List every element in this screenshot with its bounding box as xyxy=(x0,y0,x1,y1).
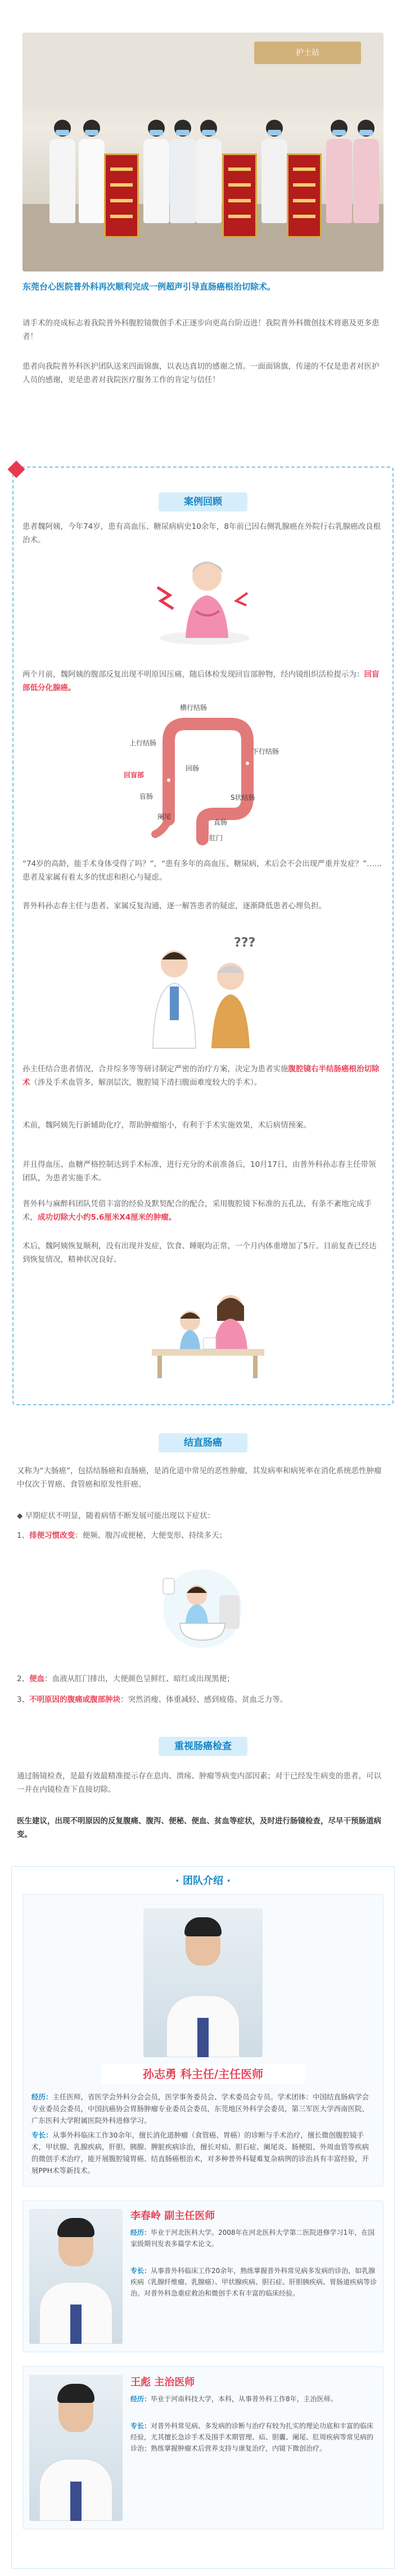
symptom-1-title: 排便习惯改变 xyxy=(29,1531,75,1540)
doctor-3-spec-label: 专长： xyxy=(130,2422,151,2430)
symptom-3-desc: ：突然消瘦、体重减轻、感到疲倦、贫血乏力等。 xyxy=(120,1695,288,1704)
doctor-3-specialty xyxy=(130,2420,378,2454)
doctor-1-bio-text: 主任医师，省医学会外科分会会员，医学事务委员会、学术委员会专员。学术团体：中国结直肠病学会专业委员会委员，中国抗癌协会胃肠肿瘤专业委员会委员，东莞地区外科学会委员，第三军医大学西南医院、广东医科大学附属医院外科进修学习。 xyxy=(31,2093,369,2125)
team-photo xyxy=(22,33,384,271)
toilet-illustration xyxy=(141,1556,264,1657)
symptom-1-num: 1、 xyxy=(17,1531,30,1540)
surgery-highlight: 腹腔镜右半结肠癌根治切除术 xyxy=(22,1065,380,1087)
photo-person xyxy=(170,120,196,249)
anatomy-label: 肛门 xyxy=(209,834,223,842)
silk-banner xyxy=(222,153,257,238)
symptom-2 xyxy=(17,1672,388,1686)
abdominal-pain-illustration xyxy=(141,554,269,649)
screening-title: 重视肠癌检查 xyxy=(159,1737,247,1756)
question-marks: ??? xyxy=(234,936,256,950)
doctor-1-name: 孙志勇 科主任/主任医师 xyxy=(101,2064,305,2084)
nurse-station-sign: 护士站 xyxy=(254,42,361,64)
photo-person xyxy=(143,120,169,249)
recovery-illustration xyxy=(141,1282,276,1383)
doctor-3-bio-label: 经历： xyxy=(130,2395,151,2403)
case-paragraph-1: 患者魏阿姨，今年74岁，患有高血压、糖尿病病史10余年，8年前已因右侧乳腺癌在外院行右乳腺癌改良根治术。 xyxy=(22,522,381,545)
doctor-photo-2 xyxy=(29,2209,123,2344)
about-paragraph-2: ◆ 早期症状不明显，随着病情不断发展可能出现以下症状： xyxy=(17,1511,215,1520)
photo-person xyxy=(353,120,379,249)
doctor-3-name: 王彪 主治医师 xyxy=(130,2376,195,2388)
doctor-1-spec-text: 从事外科临床工作30余年，擅长消化道肿瘤（食管癌、胃癌）的诊断与手术治疗，擅长微创腹腔镜手术，甲状腺、乳腺疾病，肝胆、胰腺、脾脏疾病诊治，擅长对疝、胆石症、阑尾炎、肠梗阻、外周血管等疾病的微创手术治疗，能开展腹腔镜胃癌、结直肠癌根治术，对多种普外科疑难复杂病例的诊治具有丰富经验，开展PPH术等新技术。 xyxy=(31,2131,369,2175)
symptom-1 xyxy=(17,1529,388,1542)
doctor-2-name: 李春岭 副主任医师 xyxy=(130,2210,215,2222)
symptom-3-num: 3、 xyxy=(17,1695,30,1704)
doctor-2-bio-label: 经历： xyxy=(130,2229,151,2237)
symptom-2-num: 2、 xyxy=(17,1674,30,1683)
anatomy-label: 上行结肠 xyxy=(129,739,157,747)
doctor-1-bio xyxy=(31,2091,375,2126)
doctor-1-bio-label: 经历： xyxy=(31,2093,53,2101)
doctor-2-spec-text: 从事普外科临床工作20余年，熟练掌握普外科常见病多发病的诊治，如乳腺疾病（乳腺纤维瘤、乳腺癌）、甲状腺疾病、胆石症、肝胆胰疾病、胃肠道疾病等诊治。对普外科急重症救治和微创手术有丰富的临床经验。 xyxy=(130,2267,377,2297)
photo-person xyxy=(79,120,105,249)
case-paragraph-6: 术前，魏阿姨先行新辅助化疗，帮助肿瘤缩小，有利于手术实施效果，术后病情预案。 xyxy=(22,1121,311,1130)
case-paragraph-5 xyxy=(22,1062,382,1089)
doctor-2-specialty xyxy=(130,2265,378,2299)
anatomy-label: 阑尾 xyxy=(157,813,172,821)
case-paragraph-9: 术后，魏阿姨恢复顺利，没有出现并发症，饮食、睡眠均正常，一个月内体重增加了5斤。目前复查已经达到恢复情况，精神状况良好。 xyxy=(22,1242,377,1264)
case-paragraph-4: 普外科孙志春主任与患者、家属反复沟通，逐一解答患者的疑虑，逐渐降低患者心理负担。 xyxy=(22,902,326,911)
tumor-size-highlight: 成功切除大小约5.6厘米X4厘米的肿瘤。 xyxy=(38,1213,177,1222)
doctor-1-specialty xyxy=(31,2129,375,2176)
doctor-2-bio xyxy=(130,2227,378,2249)
screening-paragraph-2: 医生建议，出现不明原因的反复腹痛、腹泻、便秘、便血、贫血等症状，及时进行肠镜检查，尽早干预肠道病变。 xyxy=(17,1817,381,1839)
symptom-3 xyxy=(17,1693,388,1706)
doctor-consultation-illustration xyxy=(135,936,270,1054)
photo-caption: 东莞台心医院普外科再次顺利完成一例超声引导直肠癌根治切除术。 xyxy=(22,282,276,292)
symptom-1-desc: ：便频、腹泻或便秘，大便变形、持续多天； xyxy=(75,1531,227,1540)
case-paragraph-2-text: 两个月前，魏阿姨的腹部反复出现不明原因压痛，随后体检发现回盲部肿物，经内镜组织活检提示为： xyxy=(22,670,364,679)
symptom-2-desc: ：血液从肛门排出，大便颜色呈鲜红、暗红或出现黑便； xyxy=(44,1674,234,1683)
intro-paragraph-2: 患者向我院普外科医护团队送来四面锦旗，以表达真切的感谢之情。一面面锦旗，传递的不仅是患者对医护人员的感谢，更是患者对我院医疗服务工作的肯定与信任！ xyxy=(22,362,380,384)
case-paragraph-3: “74岁的高龄，能手术身体受得了吗？”，“患有多年的高血压、糖尿病，术后会不会出现严重并发症？”……患者及家属有着太多的忧虑和担心与疑虑。 xyxy=(22,859,382,882)
about-paragraph-1: 又称为“大肠癌”，包括结肠癌和直肠癌，是消化道中常见的恶性肿瘤，其发病率和病死率在消化系统恶性肿瘤中仅次于胃癌、食管癌和原发性肝癌。 xyxy=(17,1466,382,1489)
doctor-2-bio-text: 毕业于河北医科大学。2008年在河北医科大学第二医院进修学习1年，在国家级期刊发表多篇学术论文。 xyxy=(130,2229,375,2248)
case-paragraph-5-tail: （涉及手术血管多，解剖层次，腹腔镜下清扫腹面难度较大的手术）。 xyxy=(30,1078,262,1087)
case-paragraph-2 xyxy=(22,668,382,695)
case-paragraph-8 xyxy=(22,1197,382,1224)
anatomy-label: 横行结肠 xyxy=(180,704,207,712)
team-title: · 团队介绍 · xyxy=(175,1875,231,1887)
doctor-3-bio-text: 毕业于河南科技大学，本科，从事普外科工作8年，主治医师。 xyxy=(151,2395,337,2403)
anatomy-label: 盲肠 xyxy=(139,793,154,800)
anatomy-label-highlight: 回盲部 xyxy=(124,771,145,779)
anatomy-label: S状结肠 xyxy=(231,794,255,802)
anatomy-label: 直肠 xyxy=(214,818,228,826)
doctor-3-bio xyxy=(130,2393,378,2405)
silk-banner xyxy=(104,153,139,238)
anatomy-label: 回肠 xyxy=(186,764,200,772)
photo-person xyxy=(326,120,352,249)
silk-banner xyxy=(287,153,322,238)
case-paragraph-7: 并且得血压、血糖严格控制达到手术标准，进行充分的术前准备后，10月17日，由普外科孙志春主任带领团队，为患者实施手术。 xyxy=(22,1160,376,1183)
doctor-3-spec-text: 对普外科常见病、多发病的诊断与治疗有较为扎实的理论功底和丰富的临床经验，尤其擅长急诊手术及围手术期管理、疝、胆囊、阑尾、肛周疾病等常见病的诊治；熟练掌握肿瘤术后营养支持与康复治疗，内镜下微创治疗。 xyxy=(130,2422,374,2452)
photo-person xyxy=(49,120,75,249)
screening-paragraph-1: 通过肠镜检查，是最有效最精准提示存在息肉、溃疡、肿瘤等病变内部因素；对于已经发生病变的患者，可以一并在内镜检查下直接切除。 xyxy=(17,1772,381,1794)
doctor-2-spec-label: 专长： xyxy=(130,2267,151,2275)
case-paragraph-5-text: 孙主任结合患者情况，合并综多等等研讨制定严密的治疗方案，决定为患者实施 xyxy=(22,1065,288,1074)
doctor-1-spec-label: 专长： xyxy=(31,2131,53,2139)
colon-anatomy-diagram xyxy=(124,701,281,845)
case-review-title: 案例回顾 xyxy=(159,492,247,511)
doctor-photo-3 xyxy=(29,2375,123,2521)
case-paragraph-8-text: 普外科与麻醉科团队凭借丰富的经验及默契配合的配合，采用腹腔镜下标准的五孔法，有条不紊地完成手术， xyxy=(22,1199,372,1222)
anatomy-label: 下行结肠 xyxy=(252,748,279,755)
photo-person xyxy=(196,120,222,249)
symptom-2-title: 便血 xyxy=(29,1674,45,1683)
symptom-3-title: 不明原因的腹痛或腹部肿块 xyxy=(29,1695,121,1704)
diagnosis-highlight: 回盲部低分化腺癌。 xyxy=(22,670,380,692)
doctor-photo-1 xyxy=(143,1908,263,2057)
colorectal-cancer-title: 结直肠癌 xyxy=(159,1433,247,1452)
intro-paragraph-1: 请手术的亮成标志着我院普外科腹腔镜微创手术正逐步向更高台阶迈进！我院普外科微创技术将惠及更多患者！ xyxy=(22,319,380,341)
photo-person xyxy=(261,120,287,249)
